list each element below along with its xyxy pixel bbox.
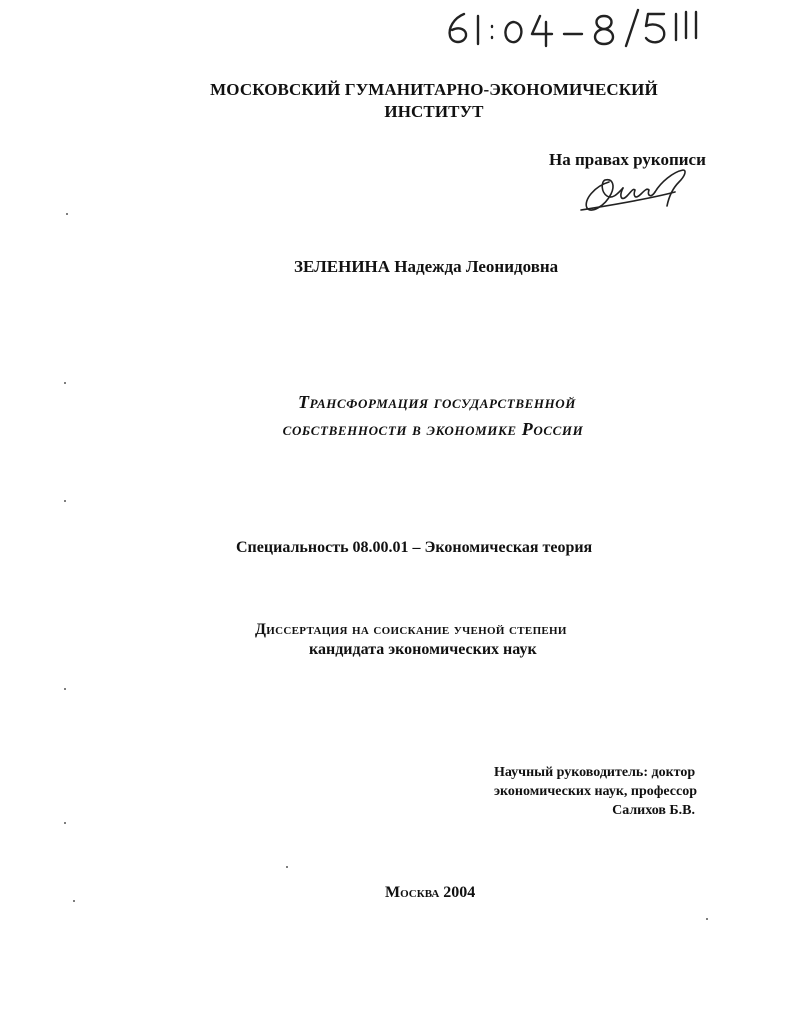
scan-speck	[64, 500, 66, 502]
scan-speck	[66, 213, 68, 215]
title-line-2: собственности в экономике России	[282, 419, 584, 439]
manuscript-rights-note: На правах рукописи	[549, 150, 706, 169]
supervisor-line-2: экономических наук, профессор	[494, 784, 698, 799]
dissertation-title	[0, 389, 794, 443]
archive-mark-handwritten	[440, 4, 760, 48]
scan-speck	[64, 382, 66, 384]
scan-speck	[64, 822, 66, 824]
signature-drawing	[575, 166, 695, 218]
scan-speck	[286, 866, 288, 868]
degree-statement	[255, 620, 567, 660]
institute-name	[0, 79, 794, 123]
archive-mark-drawing	[440, 4, 760, 48]
scan-speck	[64, 688, 66, 690]
institute-line-1: МОСКОВСКИЙ ГУМАНИТАРНО-ЭКОНОМИЧЕСКИЙ	[210, 80, 658, 99]
degree-line-1: Диссертация на соискание ученой степени	[255, 621, 567, 638]
scan-speck	[706, 918, 708, 920]
author-name: ЗЕЛЕНИНА Надежда Леонидовна	[294, 257, 559, 276]
scientific-supervisor	[494, 763, 697, 820]
degree-line-2: кандидата экономических наук	[309, 641, 537, 658]
city-and-year: Москва 2004	[385, 884, 476, 901]
institute-line-2: ИНСТИТУТ	[384, 102, 484, 121]
specialty-line: Специальность 08.00.01 – Экономическая теория	[236, 539, 593, 556]
supervisor-line-1: Научный руководитель: доктор	[494, 765, 696, 780]
title-line-1: Трансформация государственной	[297, 392, 577, 412]
author-signature	[575, 166, 695, 218]
scan-speck	[73, 900, 75, 902]
supervisor-name: Салихов Б.В.	[612, 803, 696, 818]
